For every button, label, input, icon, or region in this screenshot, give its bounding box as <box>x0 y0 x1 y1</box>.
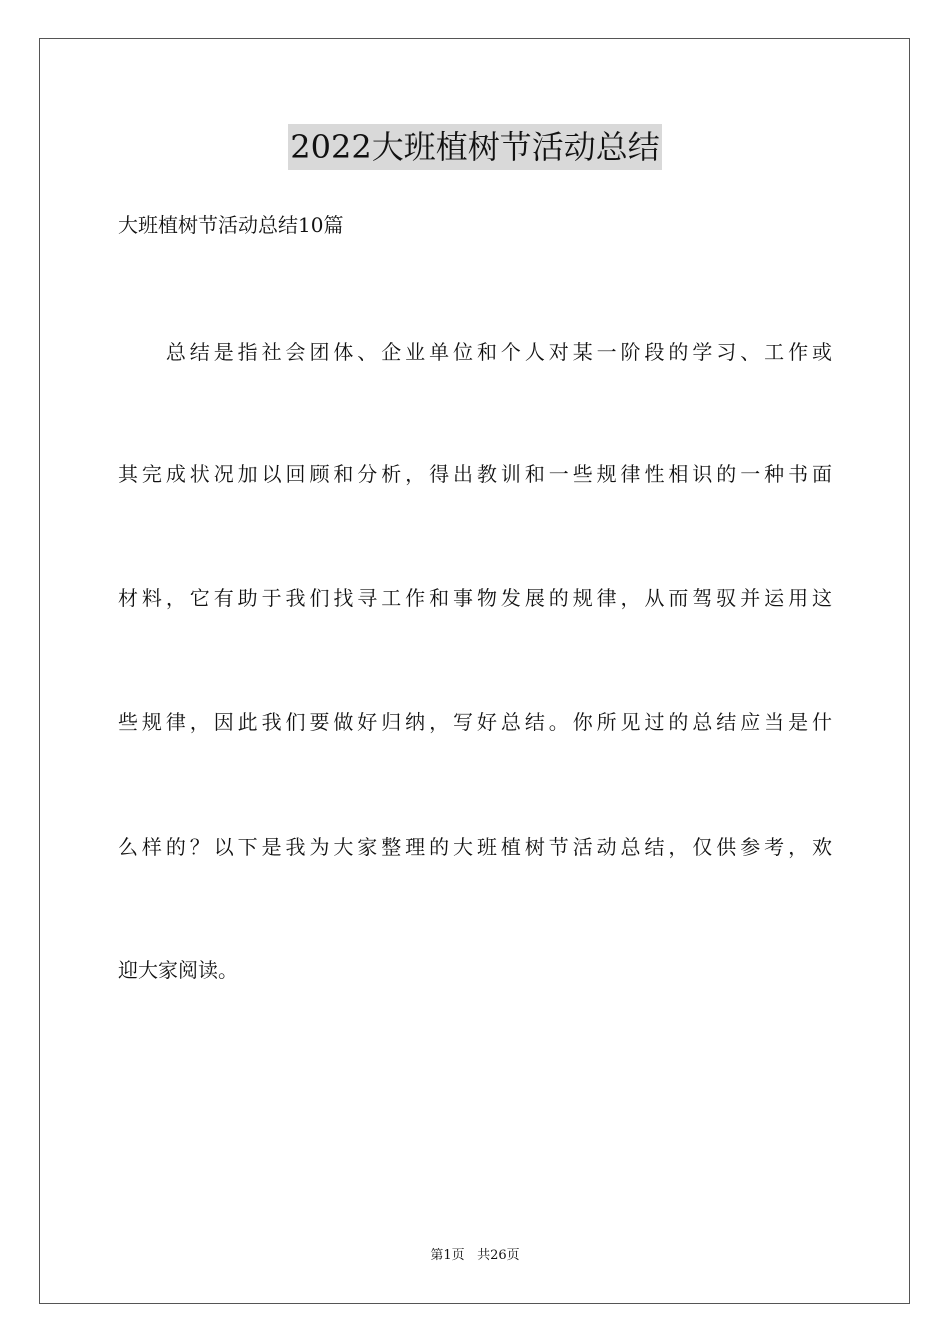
title-container <box>0 124 950 170</box>
paragraph-line: 么样的？以下是我为大家整理的大班植树节活动总结，仅供参考，欢 <box>118 835 832 859</box>
document-subtitle: 大班植树节活动总结10篇 <box>118 213 344 237</box>
paragraph-line: 其完成状况加以回顾和分析，得出教训和一些规律性相识的一种书面 <box>118 462 832 486</box>
page-footer <box>0 1247 950 1265</box>
paragraph-line: 些规律，因此我们要做好归纳，写好总结。你所见过的总结应当是什 <box>118 710 832 734</box>
paragraph-line: 迎大家阅读。 <box>118 958 238 982</box>
document-title: 2022大班植树节活动总结 <box>288 124 661 170</box>
paragraph-line: 材料，它有助于我们找寻工作和事物发展的规律，从而驾驭并运用这 <box>118 586 832 610</box>
total-pages: 共26页 <box>477 1248 520 1263</box>
paragraph-line: 总结是指社会团体、企业单位和个人对某一阶段的学习、工作或 <box>118 340 832 364</box>
page-number: 第1页 <box>430 1248 465 1263</box>
